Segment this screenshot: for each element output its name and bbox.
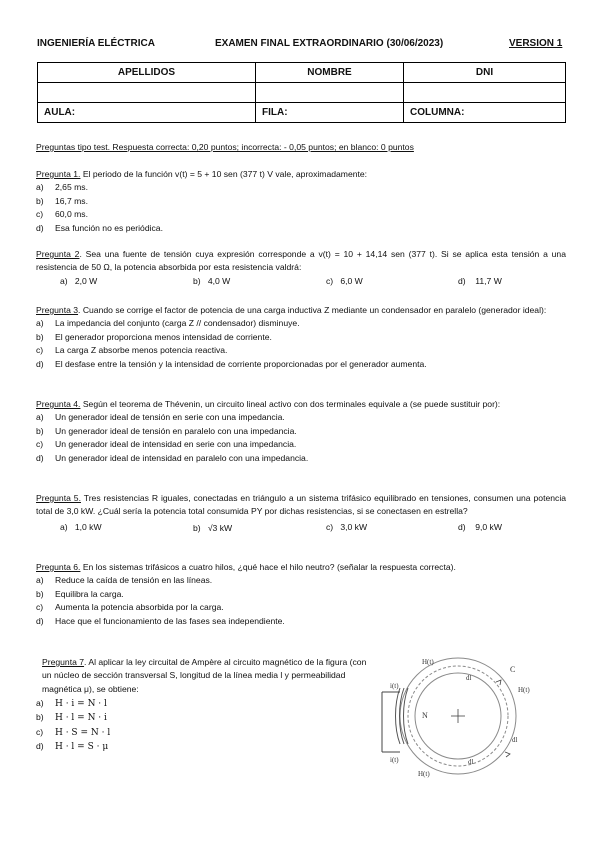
question-4-text: Según el teorema de Thévenin, un circuito lineal activo con dos terminales equivale a (se puede sustituir por): — [80, 399, 501, 409]
nombre-header: NOMBRE — [256, 63, 404, 83]
question-3-option-c[interactable]: c) La carga Z absorbe menos potencia reactiva. — [36, 345, 228, 356]
question-4-option-a[interactable]: a) Un generador ideal de tensión en serie con una impedancia. — [36, 412, 285, 423]
current-label-top: i(t) — [390, 682, 399, 690]
question-5-text: Tres resistencias R iguales, conectadas en triángulo a un sistema trifásico equilibrado en tensiones, consumen una potencia total de 3,0 kW. ¿Cuál sería la potencia total consumida PY por dichas resistencias, si se conectasen en estrella? — [36, 493, 567, 517]
question-5-option-d[interactable]: d) 9,0 kW — [458, 521, 502, 532]
question-3-text: . Cuando se corrige el factor de potencia de una carga inductiva Z mediante un condensador en paralelo (generador ideal): — [78, 305, 547, 315]
question-7-option-a[interactable]: a) H · i = N · l — [36, 698, 107, 709]
path-c-label: C — [510, 665, 516, 674]
magnetic-circuit-figure — [378, 652, 548, 782]
current-label-bottom: i(t) — [390, 756, 399, 764]
dni-header: DNI — [404, 63, 566, 83]
dl-label-bottom: dl — [468, 758, 474, 766]
question-4-option-b[interactable]: b) Un generador ideal de tensión en paralelo con una impedancia. — [36, 425, 297, 436]
question-1-label: Pregunta 1. — [36, 169, 81, 179]
dni-field[interactable] — [404, 83, 566, 103]
instructions: Preguntas tipo test. Respuesta correcta: 0,20 puntos; incorrecta: - 0,05 puntos; en blanco: 0 puntos — [36, 142, 414, 152]
question-1-text: El periodo de la función v(t) = 5 + 10 sen (377 t) V vale, aproximadamente: — [80, 169, 368, 179]
aula-field[interactable]: AULA: — [38, 103, 256, 123]
question-3 — [36, 304, 566, 371]
question-6-option-b[interactable]: b) Equilibra la carga. — [36, 588, 124, 599]
question-7-option-d[interactable]: d) H · l = S · μ — [36, 741, 109, 753]
question-7 — [42, 656, 367, 696]
question-2-option-a[interactable]: a) 2,0 W — [60, 275, 98, 286]
apellidos-field[interactable] — [38, 83, 256, 103]
question-5 — [36, 492, 566, 535]
question-6-text: En los sistemas trifásicos a cuatro hilos, ¿qué hace el hilo neutro? (señalar la respuesta correcta). — [80, 562, 456, 572]
question-1-option-d[interactable]: d) Esa función no es periódica. — [36, 222, 163, 233]
question-7-option-c[interactable]: c) H · S = N · l — [36, 726, 111, 738]
fila-field[interactable]: FILA: — [256, 103, 404, 123]
question-1-option-c[interactable]: c) 60,0 ms. — [36, 209, 88, 220]
question-4-label: Pregunta 4. — [36, 399, 81, 409]
question-6-label: Pregunta 6. — [36, 562, 81, 572]
dl-label-top: dl — [466, 674, 472, 682]
exam-title: EXAMEN FINAL EXTRAORDINARIO (30/06/2023) — [215, 38, 444, 49]
question-2-option-c[interactable]: c) 6,0 W — [326, 275, 363, 286]
question-4-option-c[interactable]: c) Un generador ideal de intensidad en serie con una impedancia. — [36, 439, 297, 450]
question-7-options — [36, 697, 236, 755]
question-1 — [36, 168, 566, 235]
question-7-option-b[interactable]: b) H · l = N · i — [36, 712, 107, 724]
question-1-option-b[interactable]: b) 16,7 ms. — [36, 195, 88, 206]
columna-field[interactable]: COLUMNA: — [404, 103, 566, 123]
question-2-option-d[interactable]: d) 11,7 W — [458, 275, 502, 286]
field-label-top: H(t) — [422, 658, 434, 666]
course-title: INGENIERÍA ELÉCTRICA — [37, 38, 155, 49]
field-label-right: H(t) — [518, 686, 530, 694]
field-label-bottom: H(t) — [418, 770, 430, 778]
winding-coil — [396, 688, 409, 744]
question-3-option-d[interactable]: d) El desfase entre la tensión y la intensidad de corriente proporcionadas por el generador aumenta. — [36, 358, 427, 369]
question-6-option-d[interactable]: d) Hace que el funcionamiento de las fases sea independiente. — [36, 615, 285, 626]
question-1-option-a[interactable]: a) 2,65 ms. — [36, 182, 88, 193]
question-7-text: . Al aplicar la ley circuital de Ampère al circuito magnético de la figura (con un núcleo de sección transversal S, longitud de la línea media l y permeabilidad magnética μ), se obtiene: — [42, 657, 367, 694]
question-7-label: Pregunta 7 — [42, 657, 85, 667]
nombre-field[interactable] — [256, 83, 404, 103]
student-id-table — [37, 62, 566, 123]
question-5-option-c[interactable]: c) 3,0 kW — [326, 521, 368, 532]
question-5-label: Pregunta 5. — [36, 493, 81, 503]
question-4 — [36, 398, 566, 465]
dl-label-right: dl — [512, 736, 518, 744]
question-5-option-a[interactable]: a) 1,0 kW — [60, 521, 102, 532]
question-3-label: Pregunta 3 — [36, 305, 79, 315]
question-3-option-b[interactable]: b) El generador proporciona menos intensidad de corriente. — [36, 331, 272, 342]
turns-label: N — [422, 711, 428, 720]
question-6-option-a[interactable]: a) Reduce la caída de tensión en las líneas. — [36, 575, 213, 586]
question-3-option-a[interactable]: a) La impedancia del conjunto (carga Z // condensador) disminuye. — [36, 318, 300, 329]
dl-arrow-icon — [505, 752, 510, 757]
question-5-option-b[interactable]: b) √3 kW — [193, 522, 233, 533]
question-2-option-b[interactable]: b) 4,0 W — [193, 275, 231, 286]
question-2-label: Pregunta 2 — [36, 249, 80, 259]
exam-version: VERSION 1 — [509, 38, 563, 49]
question-6 — [36, 561, 566, 628]
question-6-option-c[interactable]: c) Aumenta la potencia absorbida por la carga. — [36, 602, 224, 613]
question-4-option-d[interactable]: d) Un generador ideal de intensidad en paralelo con una impedancia. — [36, 452, 309, 463]
question-2 — [36, 248, 566, 289]
apellidos-header: APELLIDOS — [38, 63, 256, 83]
flux-arrow-icon — [496, 680, 501, 685]
question-2-text: . Sea una fuente de tensión cuya expresión corresponde a v(t) = 10 + 14,14 sen (377 t). Si se aplica esta tensión a una resistencia de 50 Ω, la potencia absorbida por esta resistencia valdrá: — [36, 249, 566, 273]
